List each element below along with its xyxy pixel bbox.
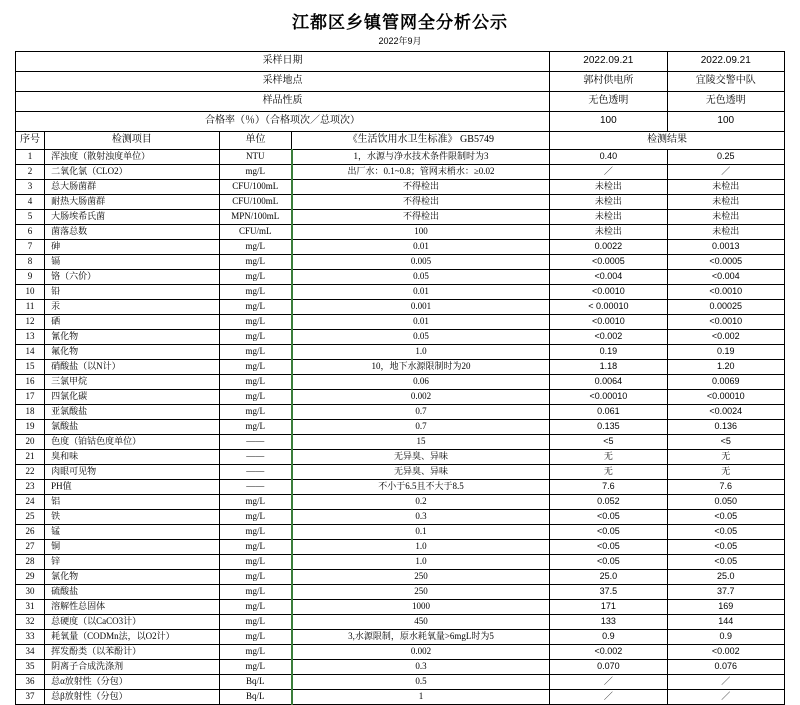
cell-result-2: 无 xyxy=(667,450,784,465)
cell-item: 亚氯酸盐 xyxy=(45,405,220,420)
cell-item: 锰 xyxy=(45,525,220,540)
cell-standard: 出厂水：0.1~0.8；管网末梢水：≥0.02 xyxy=(292,165,550,180)
cell-item: 臭和味 xyxy=(45,450,220,465)
cell-item: 总β放射性（分包） xyxy=(45,690,220,705)
cell-standard: 0.5 xyxy=(292,675,550,690)
cell-item: 铝 xyxy=(45,495,220,510)
table-row xyxy=(16,345,785,360)
header-unit: 单位 xyxy=(219,132,292,150)
cell-standard: 0.7 xyxy=(292,405,550,420)
cell-item: 硫酸盐 xyxy=(45,585,220,600)
cell-standard: 不得检出 xyxy=(292,195,550,210)
cell-result-2: 未检出 xyxy=(667,225,784,240)
cell-no: 32 xyxy=(16,615,45,630)
info-label: 合格率（％）（合格项次／总项次） xyxy=(16,112,550,132)
table-row xyxy=(16,615,785,630)
table-row xyxy=(16,255,785,270)
cell-item: 肉眼可见物 xyxy=(45,465,220,480)
table-row xyxy=(16,555,785,570)
table-row xyxy=(16,600,785,615)
table-row xyxy=(16,180,785,195)
info-value-1: 100 xyxy=(550,112,667,132)
info-value-2: 无色透明 xyxy=(667,92,784,112)
cell-item: 汞 xyxy=(45,300,220,315)
cell-item: 氟化物 xyxy=(45,345,220,360)
cell-result-2: 0.050 xyxy=(667,495,784,510)
cell-standard: 100 xyxy=(292,225,550,240)
cell-item: 铅 xyxy=(45,285,220,300)
cell-result-1: < 0.00010 xyxy=(550,300,667,315)
cell-item: 总α放射性（分包） xyxy=(45,675,220,690)
cell-unit: mg/L xyxy=(219,630,292,645)
cell-result-1: 0.0022 xyxy=(550,240,667,255)
cell-no: 16 xyxy=(16,375,45,390)
table-row xyxy=(16,570,785,585)
info-row-sample-location xyxy=(16,72,785,92)
cell-item: 氯酸盐 xyxy=(45,420,220,435)
cell-unit: Bq/L xyxy=(219,675,292,690)
cell-standard: 0.3 xyxy=(292,660,550,675)
cell-unit: mg/L xyxy=(219,240,292,255)
cell-result-2: ／ xyxy=(667,675,784,690)
cell-result-1: <0.0010 xyxy=(550,315,667,330)
cell-unit: CFU/mL xyxy=(219,225,292,240)
cell-standard: 450 xyxy=(292,615,550,630)
cell-result-2: <0.05 xyxy=(667,525,784,540)
table-row xyxy=(16,360,785,375)
cell-no: 31 xyxy=(16,600,45,615)
table-row xyxy=(16,405,785,420)
cell-result-2: <0.0024 xyxy=(667,405,784,420)
cell-item: 耐热大肠菌群 xyxy=(45,195,220,210)
table-row xyxy=(16,285,785,300)
info-value-2: 宜陵交警中队 xyxy=(667,72,784,92)
cell-result-1: 171 xyxy=(550,600,667,615)
cell-no: 8 xyxy=(16,255,45,270)
cell-unit: mg/L xyxy=(219,375,292,390)
cell-no: 35 xyxy=(16,660,45,675)
cell-standard: 无异臭、异味 xyxy=(292,450,550,465)
cell-result-2: 0.0013 xyxy=(667,240,784,255)
cell-unit: mg/L xyxy=(219,360,292,375)
cell-unit: mg/L xyxy=(219,285,292,300)
cell-no: 25 xyxy=(16,510,45,525)
cell-result-1: 25.0 xyxy=(550,570,667,585)
cell-item: 硒 xyxy=(45,315,220,330)
cell-item: 锌 xyxy=(45,555,220,570)
cell-unit: mg/L xyxy=(219,270,292,285)
cell-no: 18 xyxy=(16,405,45,420)
water-quality-table xyxy=(15,51,785,705)
cell-no: 12 xyxy=(16,315,45,330)
cell-result-1: 0.0064 xyxy=(550,375,667,390)
cell-result-2: ／ xyxy=(667,690,784,705)
cell-item: 铬（六价） xyxy=(45,270,220,285)
cell-unit: mg/L xyxy=(219,345,292,360)
cell-result-1: <0.05 xyxy=(550,510,667,525)
cell-result-1: ／ xyxy=(550,690,667,705)
cell-result-2: 0.9 xyxy=(667,630,784,645)
cell-item: 浑浊度（散射浊度单位） xyxy=(45,150,220,165)
cell-result-1: <0.05 xyxy=(550,540,667,555)
cell-result-1: <0.004 xyxy=(550,270,667,285)
cell-unit: mg/L xyxy=(219,420,292,435)
cell-result-1: 无 xyxy=(550,450,667,465)
cell-no: 10 xyxy=(16,285,45,300)
info-value-2: 100 xyxy=(667,112,784,132)
cell-result-2: 1.20 xyxy=(667,360,784,375)
cell-result-2: <0.002 xyxy=(667,330,784,345)
cell-result-1: 0.061 xyxy=(550,405,667,420)
table-row xyxy=(16,150,785,165)
cell-standard: 1.0 xyxy=(292,540,550,555)
cell-result-2: 未检出 xyxy=(667,210,784,225)
cell-unit: mg/L xyxy=(219,585,292,600)
cell-standard: 250 xyxy=(292,585,550,600)
cell-result-2: <0.0010 xyxy=(667,285,784,300)
table-row xyxy=(16,480,785,495)
cell-result-2: ／ xyxy=(667,165,784,180)
table-row xyxy=(16,225,785,240)
cell-unit: mg/L xyxy=(219,510,292,525)
cell-result-2: 0.19 xyxy=(667,345,784,360)
cell-result-2: 0.0069 xyxy=(667,375,784,390)
cell-result-2: <0.002 xyxy=(667,645,784,660)
cell-standard: 无异臭、异味 xyxy=(292,465,550,480)
cell-no: 17 xyxy=(16,390,45,405)
info-label: 采样地点 xyxy=(16,72,550,92)
cell-result-1: <0.002 xyxy=(550,330,667,345)
cell-item: 硝酸盐（以N计） xyxy=(45,360,220,375)
table-row xyxy=(16,465,785,480)
header-standard: 《生活饮用水卫生标准》 GB5749 xyxy=(292,132,550,150)
cell-no: 34 xyxy=(16,645,45,660)
info-value-1: 2022.09.21 xyxy=(550,52,667,72)
info-row-pass-rate xyxy=(16,112,785,132)
info-value-2: 2022.09.21 xyxy=(667,52,784,72)
cell-result-1: 无 xyxy=(550,465,667,480)
cell-standard: 1.0 xyxy=(292,345,550,360)
cell-unit: mg/L xyxy=(219,525,292,540)
cell-standard: 1，水源与净水技术条件限制时为3 xyxy=(292,150,550,165)
cell-no: 23 xyxy=(16,480,45,495)
cell-standard: 0.2 xyxy=(292,495,550,510)
cell-unit: mg/L xyxy=(219,555,292,570)
cell-no: 19 xyxy=(16,420,45,435)
cell-no: 2 xyxy=(16,165,45,180)
cell-result-2: <0.00010 xyxy=(667,390,784,405)
cell-result-2: 无 xyxy=(667,465,784,480)
cell-result-2: 169 xyxy=(667,600,784,615)
cell-result-2: 未检出 xyxy=(667,180,784,195)
cell-standard: 0.1 xyxy=(292,525,550,540)
info-value-1: 郭村供电所 xyxy=(550,72,667,92)
cell-unit: mg/L xyxy=(219,570,292,585)
table-row xyxy=(16,330,785,345)
cell-item: 总硬度（以CaCO3计） xyxy=(45,615,220,630)
table-row xyxy=(16,195,785,210)
table-row xyxy=(16,690,785,705)
info-label: 样品性质 xyxy=(16,92,550,112)
cell-standard: 不得检出 xyxy=(292,180,550,195)
cell-result-1: 0.052 xyxy=(550,495,667,510)
cell-result-1: 未检出 xyxy=(550,195,667,210)
cell-item: 铁 xyxy=(45,510,220,525)
table-body xyxy=(16,52,785,705)
cell-result-1: 1.18 xyxy=(550,360,667,375)
cell-standard: 0.01 xyxy=(292,285,550,300)
table-row xyxy=(16,240,785,255)
cell-result-1: 未检出 xyxy=(550,225,667,240)
cell-result-1: <0.05 xyxy=(550,525,667,540)
cell-no: 22 xyxy=(16,465,45,480)
table-row xyxy=(16,675,785,690)
page-title: 江都区乡镇管网全分析公示 xyxy=(292,13,508,32)
cell-standard: 不小于6.5且不大于8.5 xyxy=(292,480,550,495)
table-row xyxy=(16,645,785,660)
cell-result-2: 0.136 xyxy=(667,420,784,435)
cell-unit: mg/L xyxy=(219,300,292,315)
cell-no: 36 xyxy=(16,675,45,690)
table-row xyxy=(16,525,785,540)
cell-result-1: <0.0005 xyxy=(550,255,667,270)
cell-no: 1 xyxy=(16,150,45,165)
cell-unit: MPN/100mL xyxy=(219,210,292,225)
cell-result-1: <5 xyxy=(550,435,667,450)
cell-no: 7 xyxy=(16,240,45,255)
cell-unit: —— xyxy=(219,450,292,465)
cell-item: 溶解性总固体 xyxy=(45,600,220,615)
header-item: 检测项目 xyxy=(45,132,220,150)
table-row xyxy=(16,585,785,600)
cell-item: 阴离子合成洗涤剂 xyxy=(45,660,220,675)
cell-no: 20 xyxy=(16,435,45,450)
cell-result-1: 未检出 xyxy=(550,210,667,225)
cell-unit: mg/L xyxy=(219,645,292,660)
cell-no: 26 xyxy=(16,525,45,540)
cell-result-1: ／ xyxy=(550,675,667,690)
cell-result-1: 0.135 xyxy=(550,420,667,435)
cell-no: 33 xyxy=(16,630,45,645)
cell-unit: mg/L xyxy=(219,255,292,270)
table-row xyxy=(16,390,785,405)
cell-result-1: 133 xyxy=(550,615,667,630)
cell-standard: 0.05 xyxy=(292,330,550,345)
cell-result-1: 0.9 xyxy=(550,630,667,645)
cell-standard: 0.001 xyxy=(292,300,550,315)
cell-result-2: <0.0010 xyxy=(667,315,784,330)
cell-unit: mg/L xyxy=(219,600,292,615)
cell-result-2: <0.05 xyxy=(667,555,784,570)
cell-result-2: 144 xyxy=(667,615,784,630)
cell-result-1: 37.5 xyxy=(550,585,667,600)
cell-item: 铜 xyxy=(45,540,220,555)
table-row xyxy=(16,450,785,465)
cell-no: 15 xyxy=(16,360,45,375)
cell-standard: 1000 xyxy=(292,600,550,615)
header-no: 序号 xyxy=(16,132,45,150)
cell-item: 色度（铂钴色度单位） xyxy=(45,435,220,450)
cell-no: 21 xyxy=(16,450,45,465)
cell-item: 总大肠菌群 xyxy=(45,180,220,195)
cell-unit: —— xyxy=(219,465,292,480)
cell-item: 三氯甲烷 xyxy=(45,375,220,390)
cell-result-1: 0.19 xyxy=(550,345,667,360)
cell-item: 氰化物 xyxy=(45,330,220,345)
cell-no: 30 xyxy=(16,585,45,600)
cell-result-2: 7.6 xyxy=(667,480,784,495)
cell-unit: CFU/100mL xyxy=(219,195,292,210)
cell-standard: 0.01 xyxy=(292,315,550,330)
cell-item: 大肠埃希氏菌 xyxy=(45,210,220,225)
cell-standard: 10，地下水源限制时为20 xyxy=(292,360,550,375)
cell-unit: mg/L xyxy=(219,330,292,345)
cell-item: 挥发酚类（以苯酚计） xyxy=(45,645,220,660)
cell-no: 3 xyxy=(16,180,45,195)
cell-result-2: 未检出 xyxy=(667,195,784,210)
cell-result-2: <0.05 xyxy=(667,510,784,525)
info-value-1: 无色透明 xyxy=(550,92,667,112)
cell-standard: 250 xyxy=(292,570,550,585)
cell-result-1: ／ xyxy=(550,165,667,180)
cell-item: PH值 xyxy=(45,480,220,495)
table-row xyxy=(16,315,785,330)
cell-item: 镉 xyxy=(45,255,220,270)
cell-result-1: <0.002 xyxy=(550,645,667,660)
cell-result-2: 0.25 xyxy=(667,150,784,165)
cell-standard: 1 xyxy=(292,690,550,705)
table-row xyxy=(16,630,785,645)
cell-no: 6 xyxy=(16,225,45,240)
cell-unit: mg/L xyxy=(219,615,292,630)
cell-no: 27 xyxy=(16,540,45,555)
cell-no: 9 xyxy=(16,270,45,285)
cell-result-1: 未检出 xyxy=(550,180,667,195)
cell-standard: 不得检出 xyxy=(292,210,550,225)
cell-result-1: 7.6 xyxy=(550,480,667,495)
table-row xyxy=(16,540,785,555)
cell-result-2: <0.004 xyxy=(667,270,784,285)
table-header-row xyxy=(16,132,785,150)
cell-no: 37 xyxy=(16,690,45,705)
cell-result-2: 0.00025 xyxy=(667,300,784,315)
cell-unit: —— xyxy=(219,480,292,495)
cell-standard: 1.0 xyxy=(292,555,550,570)
cell-unit: NTU xyxy=(219,150,292,165)
cell-result-2: <5 xyxy=(667,435,784,450)
info-row-sample-date xyxy=(16,52,785,72)
table-row xyxy=(16,375,785,390)
page-subtitle: 2022年9月 xyxy=(378,36,422,46)
cell-standard: 0.3 xyxy=(292,510,550,525)
cell-item: 氯化物 xyxy=(45,570,220,585)
table-row xyxy=(16,300,785,315)
cell-item: 砷 xyxy=(45,240,220,255)
cell-no: 5 xyxy=(16,210,45,225)
cell-no: 24 xyxy=(16,495,45,510)
cell-unit: mg/L xyxy=(219,390,292,405)
table-row xyxy=(16,510,785,525)
header-result: 检测结果 xyxy=(550,132,785,150)
cell-result-2: 0.076 xyxy=(667,660,784,675)
cell-unit: —— xyxy=(219,435,292,450)
cell-unit: mg/L xyxy=(219,165,292,180)
cell-no: 28 xyxy=(16,555,45,570)
cell-result-2: 25.0 xyxy=(667,570,784,585)
cell-standard: 0.005 xyxy=(292,255,550,270)
cell-unit: mg/L xyxy=(219,495,292,510)
cell-standard: 15 xyxy=(292,435,550,450)
info-label: 采样日期 xyxy=(16,52,550,72)
cell-unit: mg/L xyxy=(219,540,292,555)
cell-unit: Bq/L xyxy=(219,690,292,705)
cell-standard: 0.7 xyxy=(292,420,550,435)
cell-no: 29 xyxy=(16,570,45,585)
table-row xyxy=(16,660,785,675)
table-row xyxy=(16,165,785,180)
table-row xyxy=(16,495,785,510)
cell-result-1: <0.00010 xyxy=(550,390,667,405)
cell-no: 4 xyxy=(16,195,45,210)
table-row xyxy=(16,420,785,435)
cell-result-1: <0.05 xyxy=(550,555,667,570)
table-row xyxy=(16,270,785,285)
cell-standard: 3,水源限制，原水耗氧量>6mgL时为5 xyxy=(292,630,550,645)
cell-unit: mg/L xyxy=(219,660,292,675)
cell-item: 菌落总数 xyxy=(45,225,220,240)
table-row xyxy=(16,210,785,225)
cell-standard: 0.002 xyxy=(292,645,550,660)
cell-result-2: <0.05 xyxy=(667,540,784,555)
cell-standard: 0.002 xyxy=(292,390,550,405)
cell-unit: mg/L xyxy=(219,405,292,420)
cell-no: 14 xyxy=(16,345,45,360)
cell-no: 13 xyxy=(16,330,45,345)
cell-item: 四氯化碳 xyxy=(45,390,220,405)
info-row-sample-property xyxy=(16,92,785,112)
cell-result-2: 37.7 xyxy=(667,585,784,600)
cell-unit: CFU/100mL xyxy=(219,180,292,195)
cell-standard: 0.06 xyxy=(292,375,550,390)
cell-standard: 0.05 xyxy=(292,270,550,285)
cell-standard: 0.01 xyxy=(292,240,550,255)
cell-result-2: <0.0005 xyxy=(667,255,784,270)
cell-unit: mg/L xyxy=(219,315,292,330)
cell-result-1: 0.070 xyxy=(550,660,667,675)
cell-item: 二氧化氯（CLO2） xyxy=(45,165,220,180)
table-row xyxy=(16,435,785,450)
cell-result-1: 0.40 xyxy=(550,150,667,165)
cell-result-1: <0.0010 xyxy=(550,285,667,300)
cell-no: 11 xyxy=(16,300,45,315)
cell-item: 耗氧量（CODMn法，以O2计） xyxy=(45,630,220,645)
